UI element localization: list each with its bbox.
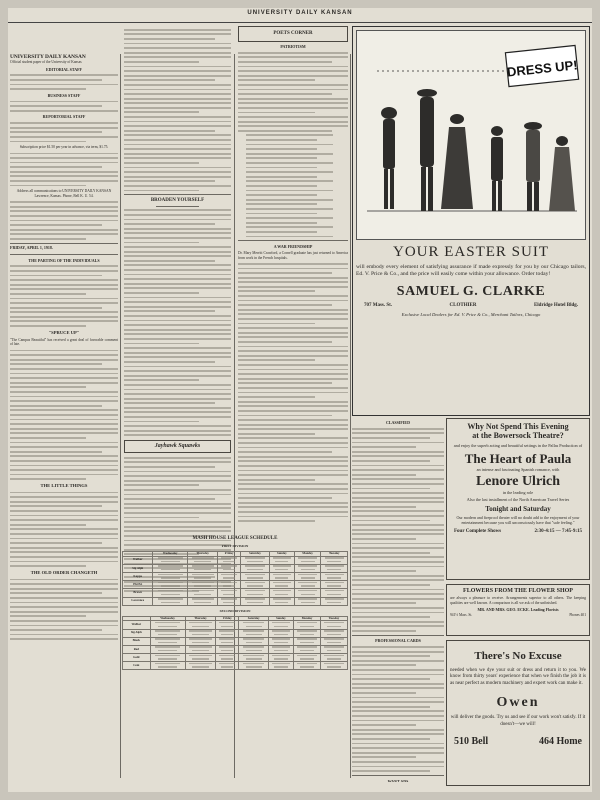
schedule-cell <box>185 637 216 645</box>
flower-body: are always a pleasure to receive. Arrangements superior to all others. The keeping qualities are well known. A comparison is all we ask of the unfinished. <box>450 596 586 605</box>
editorial-lead: "The Campus Beautiful" has received a great deal of favorable comment of late. <box>10 337 118 347</box>
schedule-cell <box>185 621 216 629</box>
schedule-cell <box>150 637 185 645</box>
clarke-address-2: Eldridge Hotel Bldg. <box>533 303 578 308</box>
flower-contact-row <box>450 613 586 617</box>
schedule-cell <box>239 621 268 629</box>
schedule-cell <box>270 581 295 589</box>
schedule-row <box>123 629 348 637</box>
poem-title: PATRIOTISM <box>280 44 306 49</box>
theatre-times: 2:30-4:15 — 7:45-9:15 <box>534 529 582 534</box>
business-staff-heading: BUSINESS STAFF <box>47 92 81 98</box>
schedule-row <box>123 589 348 597</box>
schedule-cell <box>239 645 268 653</box>
owen-phones-row <box>450 736 586 747</box>
schedule-cell <box>294 645 321 653</box>
schedule-cell <box>239 654 268 662</box>
schedule-cell <box>294 662 321 670</box>
schedule-day-header: Saturday <box>239 616 268 621</box>
schedule-cell <box>294 589 321 597</box>
theatre-ad <box>446 418 590 580</box>
schedule-cell <box>216 621 239 629</box>
schedule-cell <box>153 556 188 564</box>
easter-body: will embody every element of satisfying assurance if made expressly for you by our Chicago tailors, Ed. V. Price & Co., and the price will easily come within your allowance. Order today! <box>356 264 586 277</box>
theatre-when: Tonight and Saturday <box>485 505 551 513</box>
schedule-team: Cent <box>123 662 151 670</box>
owen-ad <box>446 640 590 786</box>
professional-heading: PROFESSIONAL CARDS <box>375 638 421 644</box>
schedule-team: Gold <box>123 654 151 662</box>
schedule-cell <box>187 589 217 597</box>
schedule-cell <box>218 589 241 597</box>
schedule-day-header: Friday <box>216 616 239 621</box>
schedule-cell <box>218 581 241 589</box>
easter-headline: YOUR EASTER SUIT <box>392 244 549 260</box>
theatre-line1: Why Not Spend This Evening <box>467 422 569 431</box>
schedule-row <box>123 572 348 580</box>
theatre-shows: Four Complete Shows <box>454 529 502 534</box>
schedule-cell <box>241 556 270 564</box>
schedule-title: MASH HOUSE LEAGUE SCHEDULE <box>192 536 278 541</box>
official-line: Official student paper of the University of Kansas <box>10 60 82 64</box>
schedule-team: Phi Psi <box>123 581 153 589</box>
schedule-team: Walbar <box>123 556 153 564</box>
clarke-address-1: 707 Mass. St. <box>364 303 393 308</box>
schedule-team: Sig Alph <box>123 629 151 637</box>
owen-phone-bell: 510 Bell <box>454 736 489 748</box>
schedule-cell <box>241 581 270 589</box>
flower-owners: MR. AND MRS. GEO. ECKE. Leading Florists <box>477 607 559 613</box>
schedule-row <box>123 662 348 670</box>
schedule-day-header: Tuesday <box>321 552 348 557</box>
schedule-day-header: Monday <box>294 616 321 621</box>
jayhawk-box <box>124 440 231 453</box>
schedule-cell <box>294 621 321 629</box>
schedule-cell <box>187 597 217 605</box>
schedule-cell <box>239 637 268 645</box>
owen-phone-home: 464 Home <box>538 736 582 748</box>
schedule-cell <box>241 597 270 605</box>
schedule-cell <box>294 572 321 580</box>
reportorial-staff-heading: REPORTORIAL STAFF <box>42 114 86 120</box>
easter-suit-ad <box>352 26 590 416</box>
clarke-address-row <box>356 303 586 308</box>
masthead: UNIVERSITY DAILY KANSAN <box>247 10 353 16</box>
schedule-cell <box>321 589 348 597</box>
schedule-cell <box>321 654 348 662</box>
schedule-cell <box>268 654 293 662</box>
article-headline: BROADEN YOURSELF <box>150 197 205 203</box>
schedule-cell <box>187 572 217 580</box>
editorial-heading: THE PARTING OF THE INDIVIDUALS <box>28 257 100 263</box>
schedule-cell <box>218 572 241 580</box>
schedule-cell <box>321 556 348 564</box>
flower-addr: 941½ Mass. St. <box>450 613 473 618</box>
schedule-cell <box>185 629 216 637</box>
friendship-heading: A WAR FRIENDSHIP <box>273 243 313 249</box>
schedule-team: Brown <box>123 589 153 597</box>
classified-heading: CLASSIFIED <box>385 420 410 425</box>
owen-name: Owen <box>496 695 540 711</box>
schedule-cell <box>268 637 293 645</box>
schedule-table-second <box>122 616 348 671</box>
schedule-cell <box>268 629 293 637</box>
theatre-sub: and enjoy the superb acting and beautiful settings in the Pallas Production of <box>453 443 583 448</box>
schedule-row <box>123 637 348 645</box>
schedule-row <box>123 564 348 572</box>
schedule-table-first <box>122 551 348 606</box>
schedule-cell <box>239 662 268 670</box>
schedule-cell <box>321 629 348 637</box>
schedule-cell <box>216 637 239 645</box>
theatre-title: The Heart of Paula <box>464 451 572 466</box>
schedule-cell <box>294 654 321 662</box>
clarke-name: SAMUEL G. CLARKE <box>396 284 546 299</box>
flower-phone: Phones 401 <box>569 613 586 618</box>
schedule-cell <box>216 662 239 670</box>
schedule-cell <box>268 621 293 629</box>
schedule-cell <box>321 581 348 589</box>
schedule-cell <box>239 629 268 637</box>
poets-corner-heading: POETS CORNER <box>273 31 313 36</box>
schedule-day-header: Friday <box>218 552 241 557</box>
schedule-cell <box>294 629 321 637</box>
schedule-cell <box>321 597 348 605</box>
schedule-cell <box>216 645 239 653</box>
schedule-cell <box>241 572 270 580</box>
schedule-cell <box>150 654 185 662</box>
theatre-desc: an intense and fascinating Spanish romance, with <box>476 467 560 472</box>
schedule-team: Walbar <box>123 621 151 629</box>
schedule-cell <box>187 564 217 572</box>
subscription-note: Subscription price $1.50 per year in advance, via term, $1.75. <box>19 145 109 150</box>
schedule-cell <box>268 662 293 670</box>
theatre-role: in the leading role <box>502 490 534 495</box>
schedule-cell <box>150 645 185 653</box>
schedule-team: Kappa <box>123 572 153 580</box>
schedule-cell <box>150 662 185 670</box>
owen-tag: will deliver the goods. Try us and see if our work won't satisfy. If it doesn't—we will! <box>450 715 586 727</box>
schedule-row <box>123 621 348 629</box>
schedule-cell <box>150 629 185 637</box>
theatre-times-row <box>450 529 586 534</box>
fashion-figures-illustration <box>357 31 586 240</box>
schedule-day-header: Thursday <box>187 552 217 557</box>
editorial-staff-heading: EDITORIAL STAFF <box>46 66 82 72</box>
clarke-trade: CLOTHIER <box>449 303 477 308</box>
schedule-cell <box>150 621 185 629</box>
classified-column <box>352 418 444 782</box>
schedule-cell <box>218 597 241 605</box>
schedule-cell <box>241 564 270 572</box>
first-division-label: FIRST DIVISION <box>221 544 249 548</box>
theatre-extra: Also the last installment of the North American Travel Series <box>466 497 570 502</box>
editorial-heading: "SPRUCE UP" <box>48 329 80 335</box>
schedule-cell <box>270 572 295 580</box>
schedule-cell <box>185 645 216 653</box>
schedule-cell <box>321 637 348 645</box>
schedule-day-header: Sunday <box>270 552 295 557</box>
third-column <box>238 26 348 531</box>
schedule-day-header: Thursday <box>185 616 216 621</box>
schedule-row <box>123 645 348 653</box>
schedule-cell <box>241 589 270 597</box>
schedule-row <box>123 597 348 605</box>
owen-title: There's No Excuse <box>474 650 562 662</box>
schedule-cell <box>294 637 321 645</box>
owen-body: needed when we dye your suit or dress and return it to you. We know from thirty years' experience that when we finish the job it is as near perfect as modern machinery and expert work can make it. <box>450 668 586 686</box>
schedule-cell <box>218 556 241 564</box>
schedule-row <box>123 654 348 662</box>
schedule-cell <box>270 589 295 597</box>
schedule-cell <box>321 645 348 653</box>
schedule-cell <box>294 581 321 589</box>
masthead-rule <box>8 22 592 23</box>
schedule-cell <box>153 564 188 572</box>
schedule-cell <box>270 597 295 605</box>
schedule-cell <box>153 597 188 605</box>
easter-illustration <box>356 30 586 240</box>
schedule-team: Lawrence <box>123 597 153 605</box>
schedule-row <box>123 581 348 589</box>
schedule-team: Red <box>123 645 151 653</box>
schedule-cell <box>216 654 239 662</box>
schedule-cell <box>187 581 217 589</box>
dress-up-text: DRESS UP! <box>506 57 579 80</box>
poets-corner-box <box>238 26 348 42</box>
jayhawk-heading: Jayhawk Squawks <box>154 443 201 450</box>
schedule-team: Sig Alph <box>123 564 153 572</box>
theatre-note: Our modern and fireproof theater will no doubt add to the enjoyment of your entertainment because you will unconsciously have that "safe feeling." <box>456 515 580 525</box>
schedule-cell <box>153 589 188 597</box>
clarke-footer: Exclusive Local Dealers for Ed. V. Price & Co., Merchant Tailors, Chicago <box>401 312 541 317</box>
second-division-label: SECOND DIVISION <box>219 608 251 613</box>
dateline: FRIDAY, APRIL 1, 1918. <box>10 245 53 251</box>
schedule-day-header: Monday <box>294 552 321 557</box>
address-note: Address all communications to UNIVERSITY DAILY KANSAN Lawrence, Kansas. Phone, Bell K. U. 54. <box>16 189 112 198</box>
schedule-block <box>122 534 348 786</box>
schedule-cell <box>321 662 348 670</box>
column-rule <box>120 54 121 778</box>
schedule-cell <box>187 556 217 564</box>
schedule-cell <box>185 662 216 670</box>
schedule-cell <box>216 629 239 637</box>
schedule-cell <box>270 556 295 564</box>
schedule-day-header: Tuesday <box>321 616 348 621</box>
schedule-day-header: Wednesday <box>150 616 185 621</box>
left-column <box>10 54 118 782</box>
column-rule <box>350 54 351 778</box>
schedule-cell <box>294 597 321 605</box>
schedule-day-header: Sunday <box>268 616 293 621</box>
schedule-cell <box>153 572 188 580</box>
flower-ad <box>446 584 590 636</box>
paper-title: UNIVERSITY DAILY KANSAN <box>10 54 86 60</box>
schedule-cell <box>321 572 348 580</box>
schedule-cell <box>268 645 293 653</box>
friendship-lead: Dr. Mary Merritt Crawford, a Cornell graduate has just returned to America from work in the French hospitals. <box>238 250 348 260</box>
want-ads-heading: WANT ADS <box>387 778 409 782</box>
editorial-heading: THE OLD ORDER CHANGETH <box>30 569 98 575</box>
schedule-day-header: Wednesday <box>153 552 188 557</box>
schedule-team: Black <box>123 637 151 645</box>
schedule-cell <box>294 556 321 564</box>
theatre-star: Lenore Ulrich <box>475 474 561 489</box>
schedule-cell <box>153 581 188 589</box>
schedule-cell <box>321 621 348 629</box>
schedule-cell <box>270 564 295 572</box>
editorial-heading: THE LITTLE THINGS <box>40 482 88 488</box>
theatre-line2: at the Bowersock Theatre? <box>472 431 564 440</box>
newspaper-page <box>8 8 592 792</box>
flower-title: FLOWERS FROM THE FLOWER SHOP <box>463 588 573 594</box>
schedule-cell <box>294 564 321 572</box>
schedule-row <box>123 556 348 564</box>
schedule-cell <box>218 564 241 572</box>
schedule-cell <box>321 564 348 572</box>
schedule-cell <box>185 654 216 662</box>
schedule-day-header: Saturday <box>241 552 270 557</box>
